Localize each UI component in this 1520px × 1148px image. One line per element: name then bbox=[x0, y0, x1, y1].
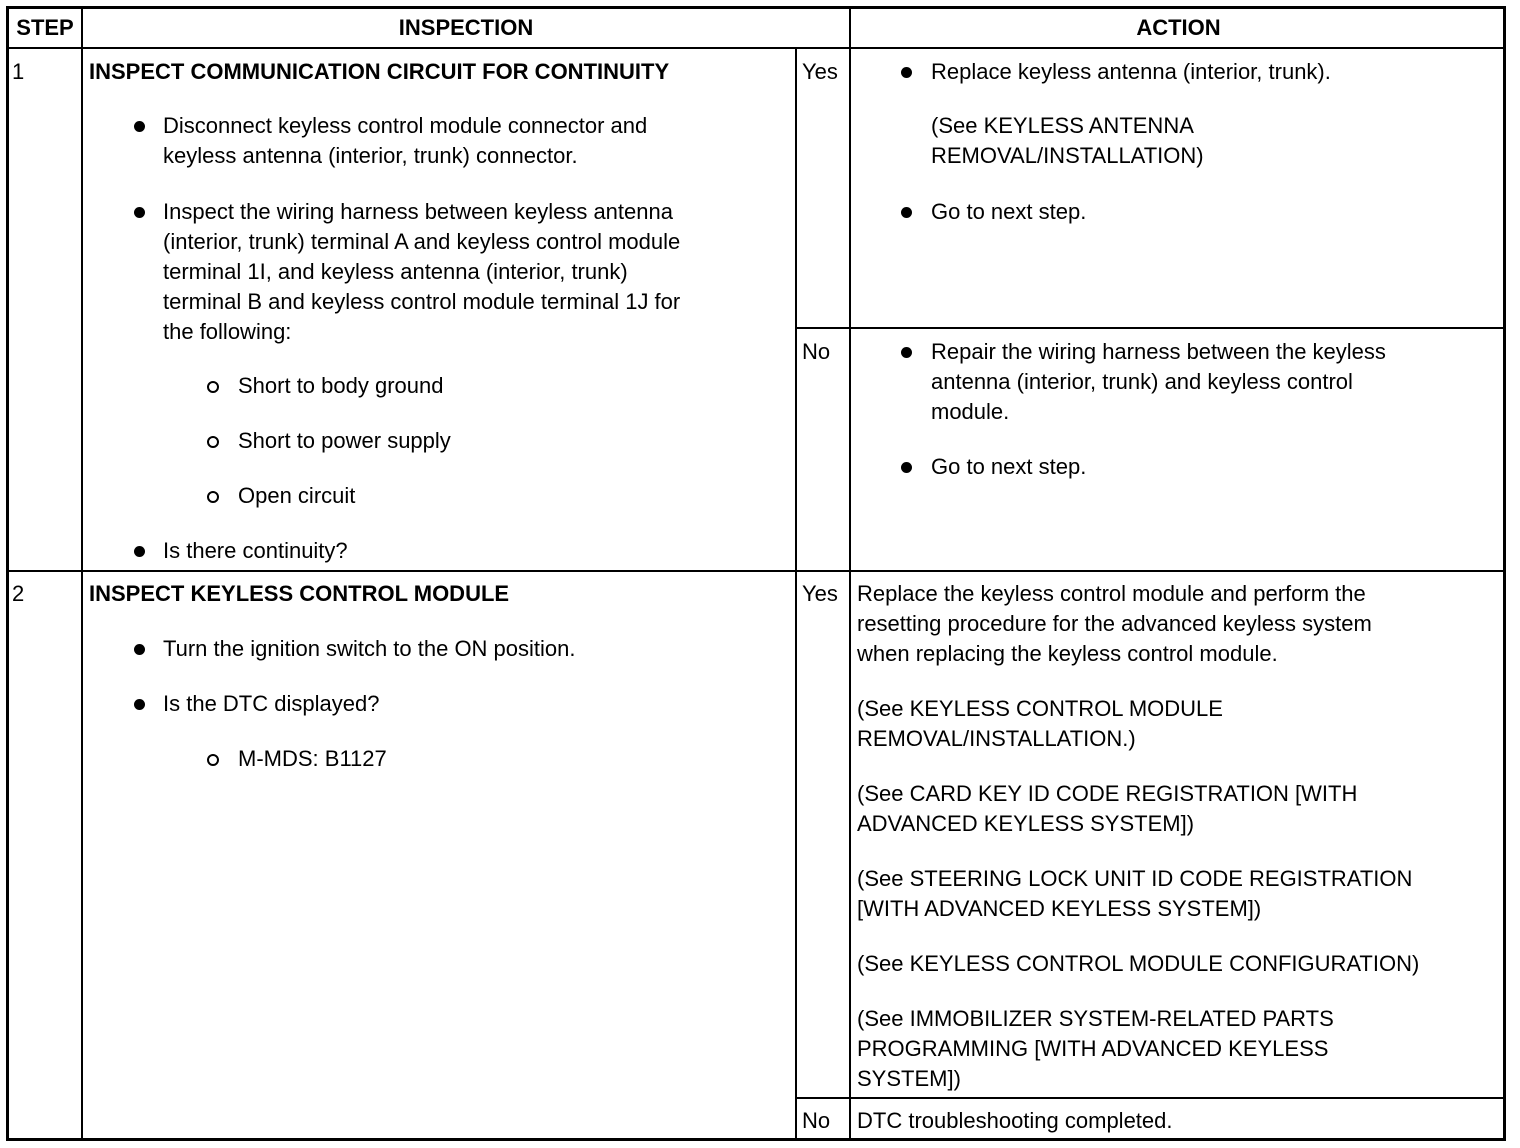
divider-header bbox=[6, 47, 1506, 49]
divider-step1-yes-no bbox=[795, 327, 1506, 329]
step2-sub1: M-MDS: B1127 bbox=[238, 746, 387, 771]
step2-number: 2 bbox=[12, 581, 25, 606]
divider-yesno-col bbox=[795, 49, 797, 1141]
header-inspection: INSPECTION bbox=[398, 15, 534, 40]
sub-bullet-icon bbox=[207, 436, 219, 448]
step1-yes-bullet2: Go to next step. bbox=[931, 199, 1087, 224]
step2-no-label: No bbox=[802, 1108, 831, 1133]
step1-sub2: Short to power supply bbox=[238, 428, 451, 453]
step1-number: 1 bbox=[12, 59, 25, 84]
step2-ref1: (See KEYLESS CONTROL MODULE REMOVAL/INSTALLATION.) bbox=[857, 696, 1223, 751]
bullet-icon bbox=[134, 207, 145, 218]
step1-bullet3: Is there continuity? bbox=[163, 538, 348, 563]
step2-ref5: (See IMMOBILIZER SYSTEM-RELATED PARTS PROGRAMMING [WITH ADVANCED KEYLESS SYSTEM]) bbox=[857, 1006, 1334, 1091]
step1-title: INSPECT COMMUNICATION CIRCUIT FOR CONTINUITY bbox=[89, 59, 670, 84]
step2-yes-text: Replace the keyless control module and perform the resetting procedure for the advanced keyless system when replacing the keyless control module. bbox=[857, 581, 1372, 666]
bullet-icon bbox=[134, 121, 145, 132]
step1-sub3: Open circuit bbox=[238, 483, 356, 508]
divider-step-col bbox=[81, 6, 83, 1141]
step2-bullet2: Is the DTC displayed? bbox=[163, 691, 380, 716]
bullet-icon bbox=[901, 67, 912, 78]
step2-bullet1: Turn the ignition switch to the ON position. bbox=[163, 636, 576, 661]
sub-bullet-icon bbox=[207, 491, 219, 503]
step1-no-bullet1: Repair the wiring harness between the keyless antenna (interior, trunk) and keyless control module. bbox=[931, 339, 1386, 424]
header-action: ACTION bbox=[1136, 15, 1221, 40]
divider-step2-yes-no bbox=[795, 1097, 1506, 1099]
bullet-icon bbox=[134, 699, 145, 710]
bullet-icon bbox=[901, 207, 912, 218]
divider-step1-step2 bbox=[6, 570, 1506, 572]
step1-bullet2: Inspect the wiring harness between keyless antenna (interior, trunk) terminal A and keyless control module terminal 1I, and keyless antenna (interior, trunk) terminal B and keyless control module terminal 1J for the following: bbox=[163, 199, 681, 344]
step2-ref2: (See CARD KEY ID CODE REGISTRATION [WITH ADVANCED KEYLESS SYSTEM]) bbox=[857, 781, 1358, 836]
step2-yes-label: Yes bbox=[802, 581, 838, 606]
step1-yes-bullet1: Replace keyless antenna (interior, trunk). bbox=[931, 59, 1331, 84]
step1-no-bullet2: Go to next step. bbox=[931, 454, 1087, 479]
step2-ref4: (See KEYLESS CONTROL MODULE CONFIGURATION) bbox=[857, 951, 1420, 976]
step1-sub1: Short to body ground bbox=[238, 373, 444, 398]
sub-bullet-icon bbox=[207, 381, 219, 393]
step1-bullet1: Disconnect keyless control module connector and keyless antenna (interior, trunk) connector. bbox=[163, 113, 648, 168]
step2-title: INSPECT KEYLESS CONTROL MODULE bbox=[89, 581, 510, 606]
sub-bullet-icon bbox=[207, 754, 219, 766]
step1-yes-label: Yes bbox=[802, 59, 838, 84]
bullet-icon bbox=[901, 462, 912, 473]
step2-ref3: (See STEERING LOCK UNIT ID CODE REGISTRATION [WITH ADVANCED KEYLESS SYSTEM]) bbox=[857, 866, 1413, 921]
bullet-icon bbox=[901, 347, 912, 358]
bullet-icon bbox=[134, 644, 145, 655]
divider-inspection-col bbox=[849, 6, 851, 1141]
step1-yes-ref: (See KEYLESS ANTENNA REMOVAL/INSTALLATION) bbox=[931, 113, 1204, 168]
step1-no-label: No bbox=[802, 339, 831, 364]
header-step: STEP bbox=[16, 15, 74, 40]
bullet-icon bbox=[134, 546, 145, 557]
step2-no-text: DTC troubleshooting completed. bbox=[857, 1108, 1173, 1133]
